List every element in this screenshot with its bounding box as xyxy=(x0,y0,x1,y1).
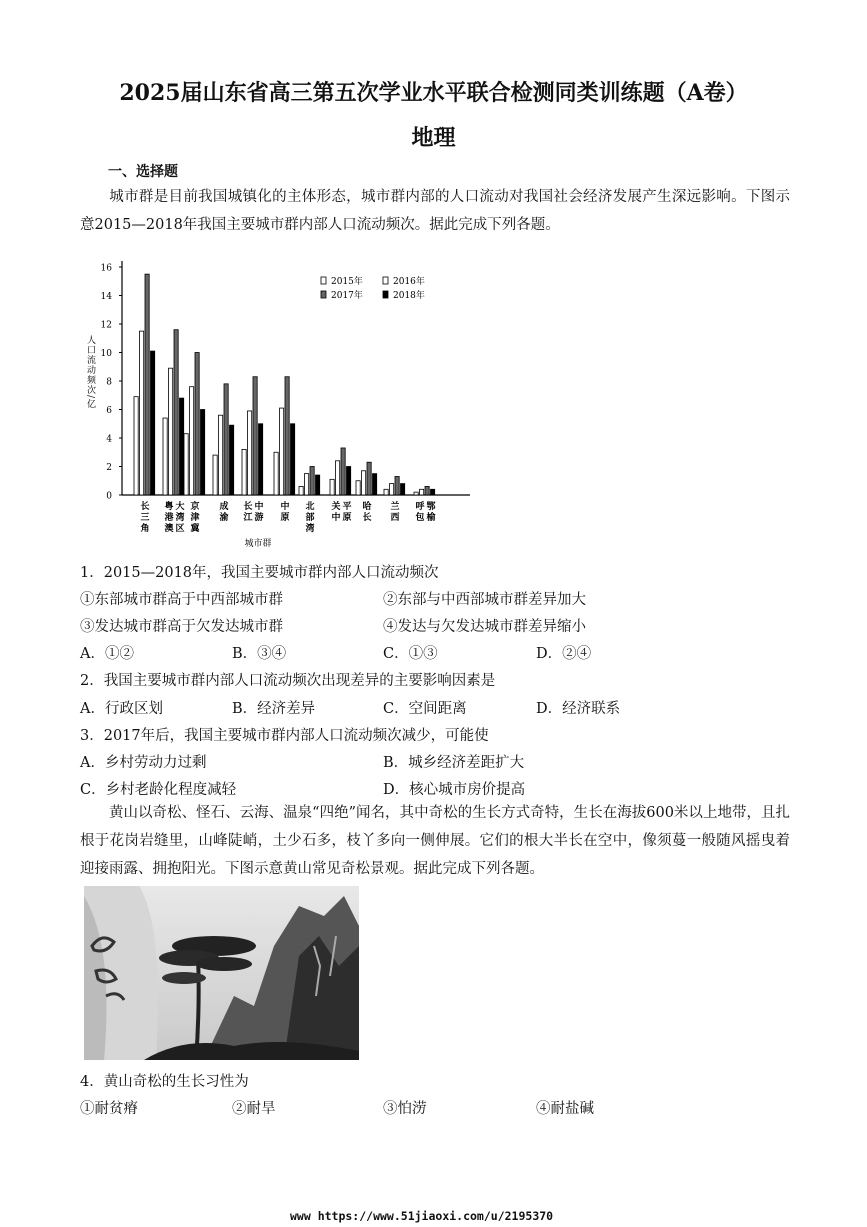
question-4-stem: 4．黄山奇松的生长习性为 xyxy=(80,1074,249,1090)
population-flow-chart xyxy=(78,252,478,552)
bar xyxy=(230,425,234,495)
passage-2-text: 黄山以奇松、怪石、云海、温泉“四绝”闻名，其中奇松的生长方式奇特，生长在海拔600米以上地带，且扎根于花岗岩缝里，山峰陡峭，土少石多，枝丫多向一侧伸展。它们的根大半长在空中，像须蔓一般随风摇曳着迎接雨露、拥抱阳光。下图示意黄山常见奇松景观。据此完成下列各题。 xyxy=(80,805,790,877)
bar xyxy=(184,434,188,495)
category-label: 角 xyxy=(140,524,150,534)
bar xyxy=(330,479,334,495)
bar xyxy=(169,368,173,495)
category-label: 中 xyxy=(254,502,264,512)
passage-1 xyxy=(80,183,790,239)
legend-swatch xyxy=(383,277,388,284)
question-2-option-a[interactable]: A．行政区划 xyxy=(80,701,163,717)
bar xyxy=(219,415,223,495)
bar xyxy=(373,474,377,495)
bar xyxy=(336,461,340,495)
question-4-statement-3: ③怕涝 xyxy=(383,1101,427,1117)
y-tick-label: 12 xyxy=(100,320,112,331)
bar xyxy=(305,474,309,495)
bar xyxy=(274,452,278,495)
category-label: 中 xyxy=(280,502,290,512)
category-label: 湾 xyxy=(305,524,315,534)
question-3-stem: 3．2017年后，我国主要城市群内部人口流动频次减少，可能使 xyxy=(80,728,489,744)
category-label: 部 xyxy=(305,513,315,523)
question-4-statement-4: ④耐盐碱 xyxy=(536,1101,594,1117)
question-4-statement-1: ①耐贫瘠 xyxy=(80,1101,138,1117)
legend-swatch xyxy=(383,291,388,298)
y-tick-label: 10 xyxy=(100,349,112,359)
question-1-option-a[interactable]: A．①② xyxy=(80,646,134,662)
bar xyxy=(248,411,252,495)
legend-label: 2018年 xyxy=(393,291,425,301)
bar xyxy=(163,418,167,495)
category-label: 大 xyxy=(175,502,185,512)
bar xyxy=(134,397,138,495)
category-label: 粤 xyxy=(164,502,174,512)
bar xyxy=(367,462,371,495)
bar xyxy=(395,476,399,495)
legend-swatch xyxy=(321,277,326,284)
question-3-option-c[interactable]: C．乡村老龄化程度减轻 xyxy=(80,782,237,798)
category-label: 呼 xyxy=(415,502,425,512)
bar xyxy=(180,398,184,495)
question-1-statement-2: ②东部与中西部城市群差异加大 xyxy=(383,592,586,608)
bar xyxy=(145,274,149,495)
question-3-option-d[interactable]: D．核心城市房价提高 xyxy=(383,782,526,798)
category-label: 哈 xyxy=(362,502,372,512)
bar xyxy=(414,492,418,495)
legend-label: 2017年 xyxy=(331,291,363,301)
bar xyxy=(224,384,228,495)
category-label: 京 xyxy=(190,502,200,512)
category-label: 原 xyxy=(280,513,290,523)
bar xyxy=(390,484,394,495)
category-label: 包 xyxy=(415,513,425,523)
legend-label: 2016年 xyxy=(393,277,425,287)
bar xyxy=(151,351,155,495)
footer-url[interactable]: www https://www.51jiaoxi.com/u/2195370 xyxy=(290,1209,554,1223)
question-3-option-b[interactable]: B．城乡经济差距扩大 xyxy=(383,755,525,771)
passage-2 xyxy=(80,799,790,883)
category-label: 长 xyxy=(243,502,253,512)
y-tick-label: 8 xyxy=(106,377,112,388)
bar xyxy=(362,471,366,495)
bar xyxy=(420,489,424,495)
y-tick-label: 6 xyxy=(106,406,112,416)
category-label: 津 xyxy=(190,513,200,523)
bar xyxy=(310,467,314,496)
category-label: 区 xyxy=(175,524,185,534)
category-label: 中 xyxy=(331,513,341,523)
category-label: 长 xyxy=(362,513,372,523)
category-label: 港 xyxy=(164,513,174,523)
question-3-option-a[interactable]: A．乡村劳动力过剩 xyxy=(80,755,207,771)
section-heading: 一、选择题 xyxy=(108,164,178,180)
question-1-statement-3: ③发达城市群高于欠发达城市群 xyxy=(80,619,283,635)
bar xyxy=(316,475,320,495)
bar xyxy=(285,377,289,495)
question-1-option-b[interactable]: B．③④ xyxy=(232,646,287,662)
question-1-option-d[interactable]: D．②④ xyxy=(536,646,592,662)
bar xyxy=(425,486,429,495)
category-label: 湾 xyxy=(175,513,185,523)
bar xyxy=(259,424,263,495)
bar xyxy=(347,467,351,496)
category-label: 鄂 xyxy=(426,502,436,512)
question-2-option-b[interactable]: B．经济差异 xyxy=(232,701,316,717)
category-label: 关 xyxy=(331,502,341,512)
bar xyxy=(299,486,303,495)
category-label: 西 xyxy=(390,513,400,523)
bar xyxy=(195,353,199,496)
question-1-option-c[interactable]: C．①③ xyxy=(383,646,438,662)
category-label: 长 xyxy=(140,502,150,512)
category-label: 澳 xyxy=(164,524,174,534)
bar xyxy=(431,489,435,495)
bar xyxy=(140,331,144,495)
y-tick-label: 16 xyxy=(100,263,112,274)
legend-label: 2015年 xyxy=(331,277,363,287)
bar xyxy=(201,410,205,496)
category-label: 成 xyxy=(219,502,229,512)
question-1-stem: 1．2015—2018年，我国主要城市群内部人口流动频次 xyxy=(80,565,439,581)
bar xyxy=(213,455,217,495)
bar xyxy=(291,424,295,495)
question-1-statement-4: ④发达与欠发达城市群差异缩小 xyxy=(383,619,586,635)
document-title: 2025届山东省高三第五次学业水平联合检测同类训练题（A卷） xyxy=(119,80,748,106)
category-label: 江 xyxy=(243,513,253,523)
question-1-statement-1: ①东部城市群高于中西部城市群 xyxy=(80,592,283,608)
category-label: 平 xyxy=(342,502,352,512)
bar xyxy=(384,489,388,495)
category-label: 渝 xyxy=(219,513,229,523)
category-label: 冀 xyxy=(190,524,200,534)
category-label: 游 xyxy=(254,513,264,523)
y-tick-label: 2 xyxy=(106,463,112,473)
passage-1-text: 城市群是目前我国城镇化的主体形态，城市群内部的人口流动对我国社会经济发展产生深远影响。下图示意2015—2018年我国主要城市群内部人口流动频次。据此完成下列各题。 xyxy=(80,189,790,233)
x-axis-label: 城市群 xyxy=(244,539,272,549)
y-tick-label: 4 xyxy=(106,434,112,445)
y-tick-label: 14 xyxy=(100,292,112,302)
bar xyxy=(401,484,405,495)
category-label: 榆 xyxy=(426,513,436,523)
bar xyxy=(356,481,360,495)
y-axis-label: 人口流动频次/亿 xyxy=(85,335,95,410)
bar xyxy=(190,387,194,495)
bar xyxy=(174,330,178,495)
huangshan-pine-photo xyxy=(84,886,359,1060)
bar xyxy=(242,449,246,495)
question-2-option-d[interactable]: D．经济联系 xyxy=(536,701,621,717)
pine-scene-image xyxy=(84,886,359,1060)
y-tick-label: 0 xyxy=(106,491,112,502)
question-4-statement-2: ②耐旱 xyxy=(232,1101,276,1117)
legend-swatch xyxy=(321,291,326,298)
bar xyxy=(253,377,257,495)
question-2-stem: 2．我国主要城市群内部人口流动频次出现差异的主要影响因素是 xyxy=(80,673,496,689)
document-subject: 地理 xyxy=(411,125,456,151)
category-label: 三 xyxy=(140,513,150,523)
category-label: 北 xyxy=(305,502,315,512)
category-label: 兰 xyxy=(390,502,400,512)
category-label: 原 xyxy=(342,513,352,523)
bar xyxy=(341,448,345,495)
bar xyxy=(280,408,284,495)
question-2-option-c[interactable]: C．空间距离 xyxy=(383,701,467,717)
